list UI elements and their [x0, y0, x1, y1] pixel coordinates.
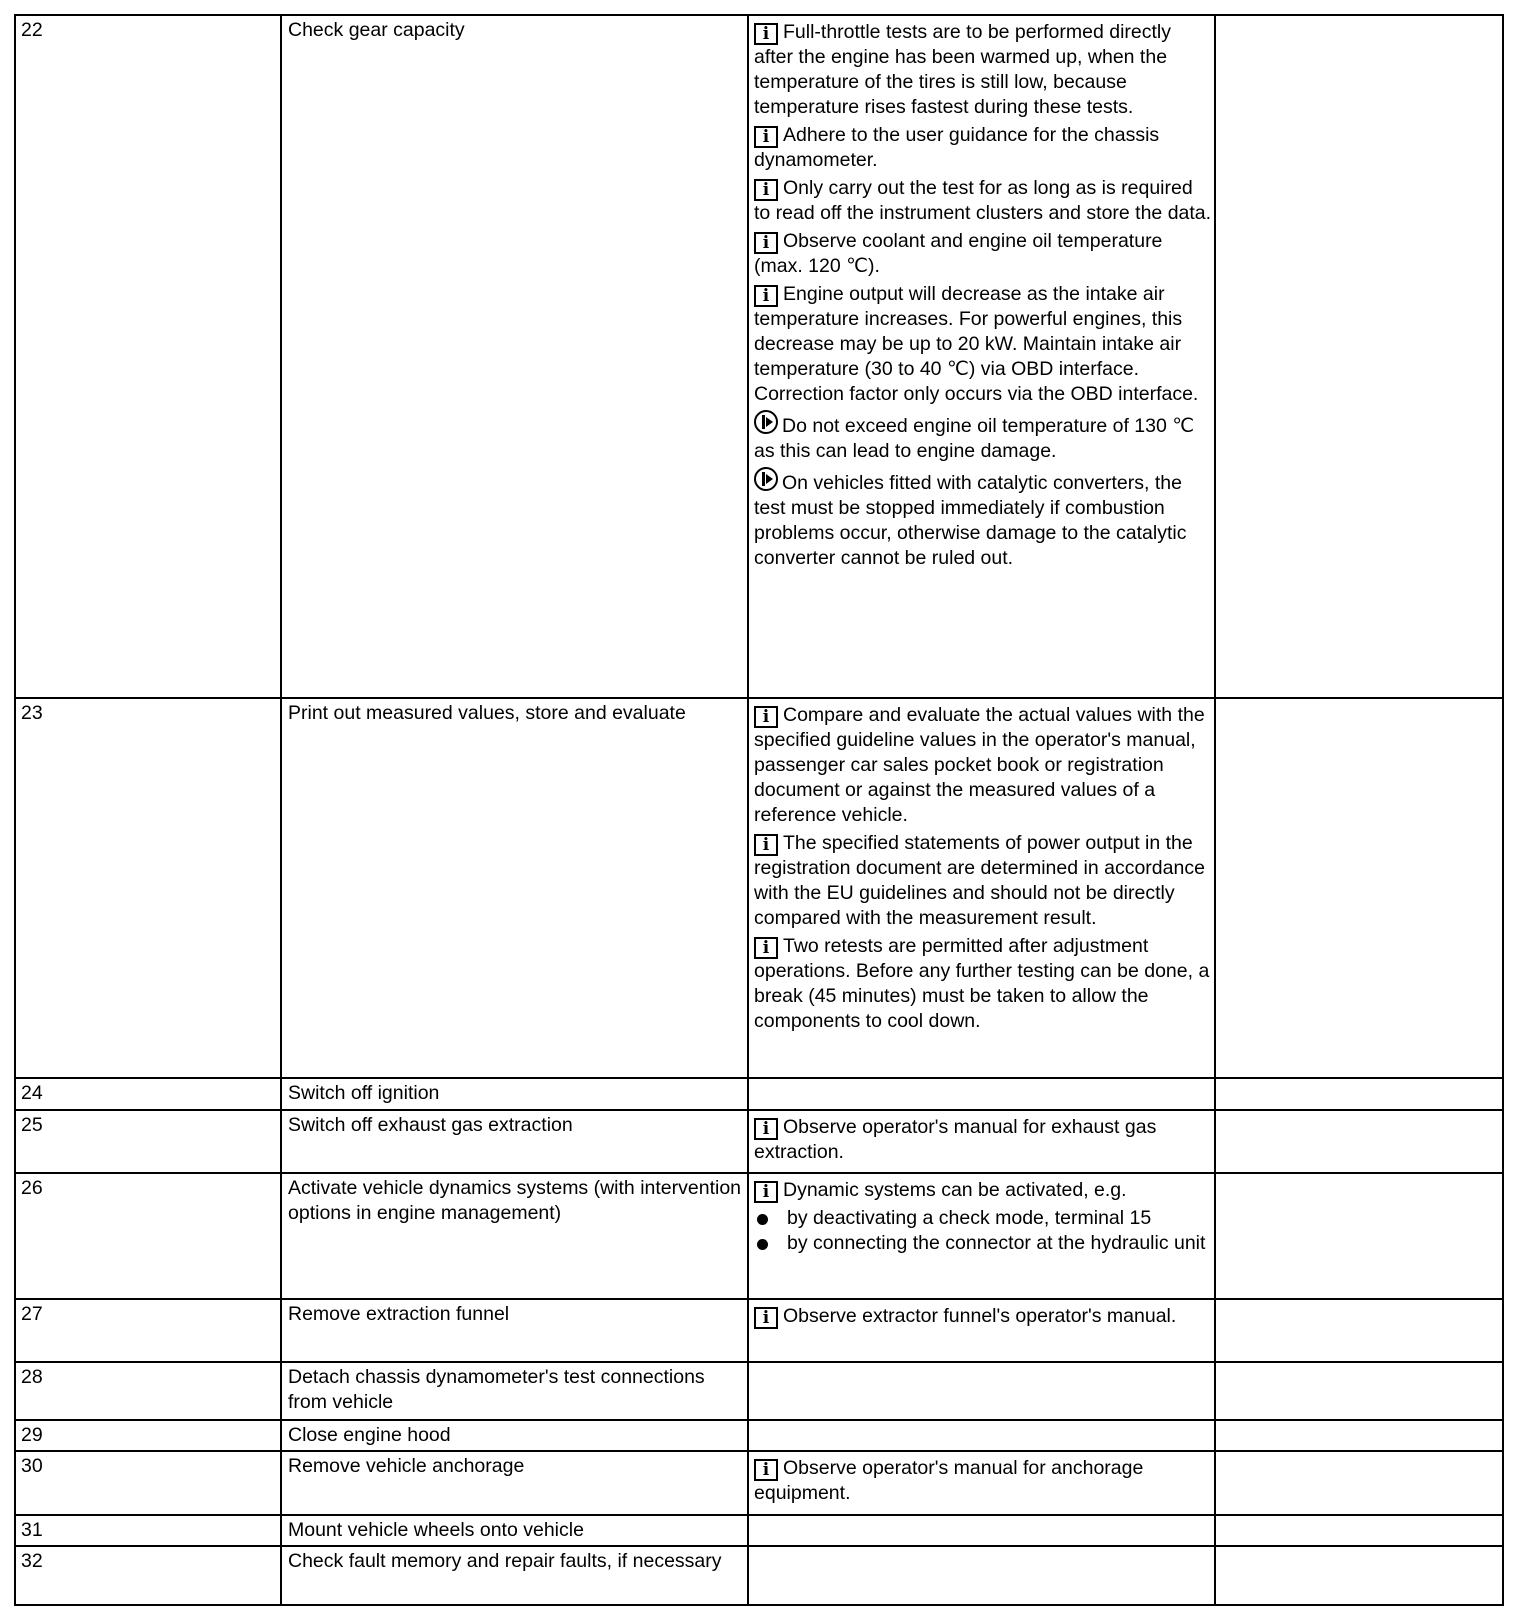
table-row: [15, 1078, 1503, 1109]
note-text: The specified statements of power output in the registration document are determined in accordance with the EU guidelines and should not be directly compared with the measurement result.: [754, 832, 1205, 930]
step-notes: [748, 15, 1215, 698]
step-number: 31: [15, 1515, 281, 1546]
info-note: [754, 703, 1212, 828]
step-action: Remove extraction funnel: [281, 1299, 748, 1363]
info-icon: i: [754, 834, 778, 856]
info-note: [754, 1456, 1212, 1506]
info-note: [754, 831, 1212, 931]
info-icon: i: [754, 1459, 778, 1481]
step-action: Close engine hood: [281, 1420, 748, 1451]
note-text: Adhere to the user guidance for the chassis dynamometer.: [754, 124, 1160, 171]
warning-note: [754, 410, 1212, 464]
note-text: Engine output will decrease as the intake air temperature increases. For powerful engines, this decrease may be up to 20 kW. Maintain intake air temperature (30 to 40 ℃) via OBD interface. Correction factor only occurs via the OBD interface.: [754, 283, 1199, 405]
warning-icon: [754, 467, 778, 491]
table-row: [15, 1173, 1503, 1298]
info-note: [754, 282, 1212, 407]
info-icon: i: [754, 126, 778, 148]
table-row: [15, 1110, 1503, 1174]
step-notes: [748, 698, 1215, 1078]
info-icon: i: [754, 232, 778, 254]
empty-cell: [1215, 1362, 1503, 1420]
table-row: [15, 1515, 1503, 1546]
table-row: [15, 1451, 1503, 1515]
step-notes: [748, 1515, 1215, 1546]
empty-cell: [1215, 698, 1503, 1078]
empty-cell: [1215, 15, 1503, 698]
warning-note: [754, 467, 1212, 571]
info-note: [754, 1115, 1212, 1165]
info-icon: i: [754, 179, 778, 201]
step-number: 26: [15, 1173, 281, 1298]
empty-cell: [1215, 1451, 1503, 1515]
step-number: 25: [15, 1110, 281, 1174]
step-notes: [748, 1546, 1215, 1605]
step-number: 23: [15, 698, 281, 1078]
step-action: Mount vehicle wheels onto vehicle: [281, 1515, 748, 1546]
table-row: [15, 15, 1503, 698]
procedure-table: [14, 14, 1504, 1606]
step-number: 32: [15, 1546, 281, 1605]
step-action: Check fault memory and repair faults, if necessary: [281, 1546, 748, 1605]
empty-cell: [1215, 1546, 1503, 1605]
step-action: Switch off ignition: [281, 1078, 748, 1109]
bullet-item: by connecting the connector at the hydraulic unit: [754, 1231, 1212, 1256]
warning-icon: [754, 410, 778, 434]
info-note: [754, 229, 1212, 279]
note-text: Only carry out the test for as long as is required to read off the instrument clusters and store the data.: [754, 177, 1212, 224]
info-icon: i: [754, 937, 778, 959]
step-number: 24: [15, 1078, 281, 1109]
empty-cell: [1215, 1173, 1503, 1298]
info-icon: i: [754, 1307, 778, 1329]
info-icon: i: [754, 285, 778, 307]
step-number: 29: [15, 1420, 281, 1451]
note-text: Full-throttle tests are to be performed directly after the engine has been warmed up, when the temperature of the tires is still low, because temperature rises fastest during these tests.: [754, 21, 1171, 118]
info-note: [754, 123, 1212, 173]
info-note: [754, 1304, 1212, 1329]
step-notes: [748, 1299, 1215, 1363]
step-notes: [748, 1078, 1215, 1109]
note-text: Two retests are permitted after adjustment operations. Before any further testing can be done, a break (45 minutes) must be taken to allow the components to cool down.: [754, 935, 1210, 1033]
info-note: [754, 1178, 1212, 1203]
empty-cell: [1215, 1420, 1503, 1451]
empty-cell: [1215, 1515, 1503, 1546]
info-note: [754, 20, 1212, 120]
table-row: [15, 698, 1503, 1078]
table-row: [15, 1362, 1503, 1420]
note-text: Observe operator's manual for exhaust gas extraction.: [754, 1115, 1157, 1163]
step-action: Activate vehicle dynamics systems (with intervention options in engine management): [281, 1173, 748, 1298]
note-text: Compare and evaluate the actual values with the specified guideline values in the operator's manual, passenger car sales pocket book or registration document or against the measured values of a reference vehicle.: [754, 704, 1205, 827]
info-icon: i: [754, 23, 778, 45]
note-text: Observe coolant and engine oil temperature (max. 120 ℃).: [754, 230, 1163, 277]
info-note: [754, 934, 1212, 1034]
table-row: [15, 1299, 1503, 1363]
info-icon: i: [754, 706, 778, 728]
step-action: Remove vehicle anchorage: [281, 1451, 748, 1515]
step-number: 30: [15, 1451, 281, 1515]
empty-cell: [1215, 1078, 1503, 1109]
table-row: [15, 1546, 1503, 1605]
step-action: Detach chassis dynamometer's test connections from vehicle: [281, 1362, 748, 1420]
step-number: 22: [15, 15, 281, 698]
step-notes: [748, 1420, 1215, 1451]
table-row: [15, 1420, 1503, 1451]
info-icon: i: [754, 1118, 778, 1140]
empty-cell: [1215, 1110, 1503, 1174]
note-text: Do not exceed engine oil temperature of 130 ℃ as this can lead to engine damage.: [754, 415, 1195, 462]
step-notes: [748, 1110, 1215, 1174]
bullet-list: [754, 1206, 1212, 1256]
step-number: 28: [15, 1362, 281, 1420]
bullet-item: by deactivating a check mode, terminal 15: [754, 1206, 1212, 1231]
step-number: 27: [15, 1299, 281, 1363]
procedure-table-body: [15, 15, 1503, 1605]
info-icon: i: [754, 1181, 778, 1203]
step-notes: [748, 1173, 1215, 1298]
note-text: Observe operator's manual for anchorage equipment.: [754, 1457, 1144, 1505]
step-action: Switch off exhaust gas extraction: [281, 1110, 748, 1174]
step-action: Check gear capacity: [281, 15, 748, 698]
note-text: On vehicles fitted with catalytic converters, the test must be stopped immediately if combustion problems occur, otherwise damage to the catalytic converter cannot be ruled out.: [754, 472, 1187, 569]
note-text: Dynamic systems can be activated, e.g.: [783, 1179, 1127, 1202]
empty-cell: [1215, 1299, 1503, 1363]
step-notes: [748, 1362, 1215, 1420]
note-text: Observe extractor funnel's operator's manual.: [783, 1304, 1177, 1327]
info-note: [754, 176, 1212, 226]
step-action: Print out measured values, store and evaluate: [281, 698, 748, 1078]
step-notes: [748, 1451, 1215, 1515]
